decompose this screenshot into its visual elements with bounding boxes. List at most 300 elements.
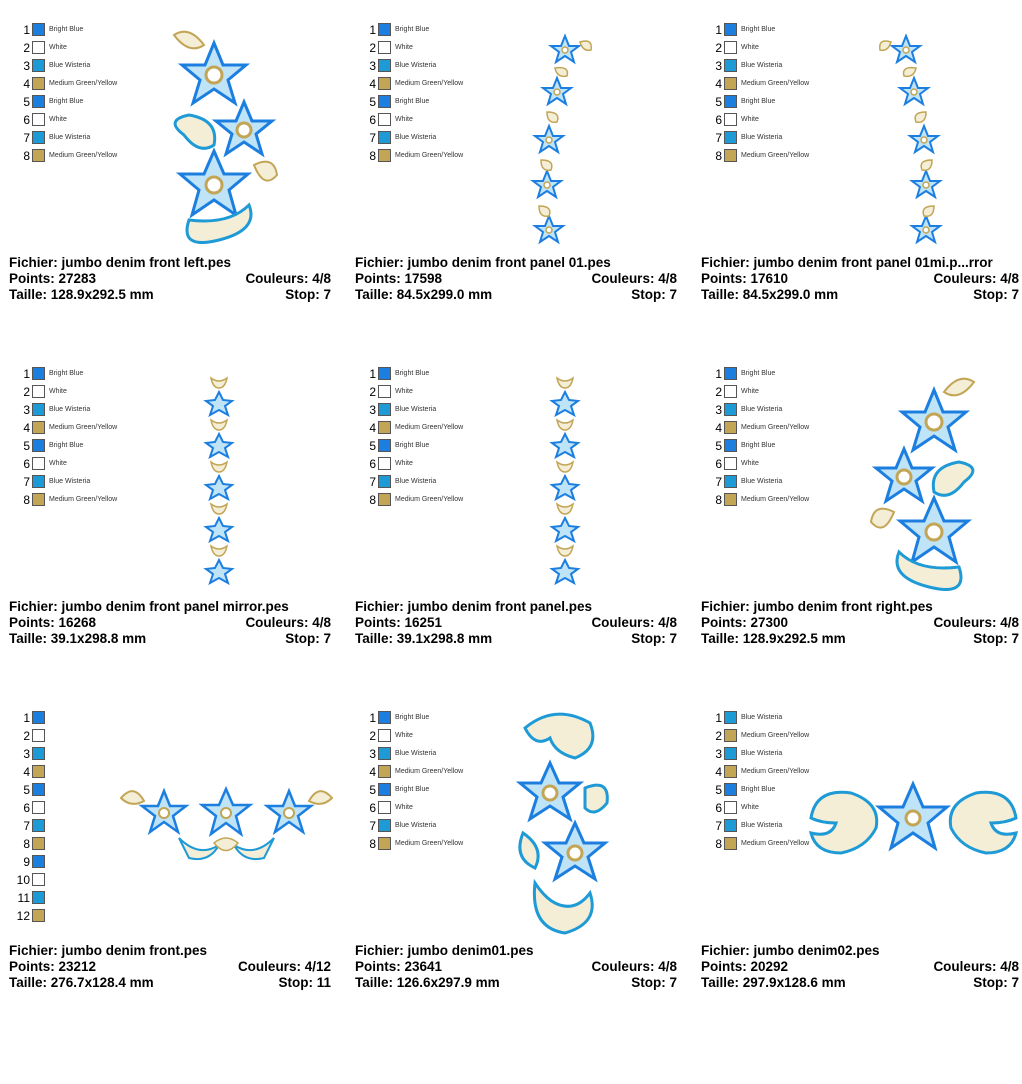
colors-label: Couleurs: — [591, 959, 655, 974]
thread-name: Bright Blue — [395, 98, 430, 105]
design-card — [355, 688, 685, 1018]
thread-name: White — [49, 44, 67, 51]
palette-number: 1 — [23, 23, 30, 37]
color-swatch — [724, 493, 737, 506]
thread-name: Medium Green/Yellow — [395, 152, 464, 159]
color-swatch — [378, 783, 391, 796]
flower — [552, 560, 578, 583]
palette-number: 7 — [715, 819, 722, 833]
design-info — [9, 255, 331, 303]
size-row — [701, 287, 1019, 303]
color-swatch — [724, 421, 737, 434]
palette-row — [355, 366, 495, 384]
flower — [902, 390, 966, 450]
color-swatch — [32, 855, 45, 868]
palette-row — [701, 22, 841, 40]
palette-number: 5 — [23, 439, 30, 453]
points-label: Points: — [701, 959, 747, 974]
palette-number: 10 — [16, 873, 30, 887]
size-row — [9, 631, 331, 647]
thread-name: Blue Wisteria — [741, 406, 783, 413]
palette-number: 1 — [369, 367, 376, 381]
color-swatch — [32, 457, 45, 470]
scroll-leaf — [520, 714, 607, 933]
color-swatch — [32, 711, 45, 724]
thread-name: Blue Wisteria — [49, 62, 91, 69]
file-line — [355, 599, 677, 615]
thread-name: Bright Blue — [395, 786, 430, 793]
flower — [520, 763, 580, 819]
palette-row — [701, 130, 841, 148]
palette-number: 2 — [369, 729, 376, 743]
size-label: Taille: — [9, 631, 48, 646]
thread-name: White — [741, 44, 759, 51]
color-swatch — [378, 149, 391, 162]
color-swatch — [378, 131, 391, 144]
color-swatch — [378, 439, 391, 452]
colors-label: Couleurs: — [237, 959, 301, 974]
palette-number: 7 — [23, 131, 30, 145]
colors-label: Couleurs: — [933, 959, 997, 974]
thread-name: White — [49, 388, 67, 395]
design-info — [701, 255, 1019, 303]
palette-number: 6 — [23, 801, 30, 815]
palette-number: 5 — [715, 439, 722, 453]
colors-label: Couleurs: — [933, 615, 997, 630]
palette-row — [355, 402, 495, 420]
palette-row — [9, 728, 149, 746]
stop-label: Stop: — [973, 631, 1008, 646]
scroll-leaf — [933, 462, 973, 495]
flower — [533, 171, 561, 197]
color-swatch — [378, 367, 391, 380]
size-value: 126.6x297.9 mm — [396, 975, 500, 990]
palette-row — [9, 22, 149, 40]
palette-row — [701, 148, 841, 166]
color-swatch — [378, 801, 391, 814]
thread-name: Bright Blue — [741, 98, 776, 105]
flower — [892, 36, 920, 62]
color-swatch — [32, 59, 45, 72]
file-label: Fichier: — [355, 943, 404, 958]
points-row — [355, 271, 677, 287]
palette-number: 4 — [715, 421, 722, 435]
colors-value: 4/8 — [658, 959, 677, 974]
thread-name: Bright Blue — [49, 370, 84, 377]
file-name: jumbo denim front panel 01mi.p...rror — [753, 255, 993, 270]
design-info — [9, 943, 331, 991]
thread-name: Bright Blue — [395, 714, 430, 721]
color-swatch — [724, 819, 737, 832]
palette-number: 6 — [23, 457, 30, 471]
points-label: Points: — [9, 615, 55, 630]
design-card — [355, 0, 685, 330]
color-swatch — [32, 95, 45, 108]
color-swatch — [724, 385, 737, 398]
palette-number: 2 — [715, 385, 722, 399]
palette-number: 8 — [23, 837, 30, 851]
file-name: jumbo denim02.pes — [753, 943, 880, 958]
palette-number: 12 — [16, 909, 30, 923]
color-swatch — [378, 95, 391, 108]
stop-label: Stop: — [631, 975, 666, 990]
palette-row — [701, 384, 841, 402]
thread-name: White — [395, 460, 413, 467]
design-card — [355, 344, 685, 674]
color-swatch — [32, 41, 45, 54]
flower — [206, 434, 232, 457]
palette-number: 3 — [23, 59, 30, 73]
points-row — [701, 271, 1019, 287]
palette-number: 2 — [369, 41, 376, 55]
palette-row — [701, 94, 841, 112]
palette-row — [355, 22, 495, 40]
palette-number: 11 — [17, 891, 30, 905]
color-swatch — [724, 783, 737, 796]
flower — [182, 43, 246, 103]
thread-name: Blue Wisteria — [741, 478, 783, 485]
palette-number: 4 — [369, 421, 376, 435]
palette-row — [701, 76, 841, 94]
palette-number: 4 — [23, 421, 30, 435]
points-row — [9, 271, 331, 287]
palette-number: 5 — [23, 95, 30, 109]
palette-number: 2 — [23, 41, 30, 55]
thread-name: Blue Wisteria — [741, 714, 783, 721]
palette-number: 2 — [23, 729, 30, 743]
size-value: 128.9x292.5 mm — [50, 287, 154, 302]
file-name: jumbo denim front left.pes — [61, 255, 232, 270]
colors-value: 4/8 — [312, 615, 331, 630]
flower — [202, 789, 250, 834]
thread-name: Medium Green/Yellow — [741, 496, 810, 503]
palette-number: 2 — [369, 385, 376, 399]
palette-row — [9, 366, 149, 384]
color-swatch — [32, 729, 45, 742]
palette-row — [701, 420, 841, 438]
thread-name: Medium Green/Yellow — [49, 496, 118, 503]
color-swatch — [724, 113, 737, 126]
embroidery-preview — [119, 773, 334, 868]
palette-number: 3 — [715, 747, 722, 761]
flower — [552, 518, 578, 541]
stop-value: 7 — [669, 287, 677, 302]
flower — [900, 78, 928, 104]
palette-number: 5 — [369, 439, 376, 453]
palette-number: 8 — [715, 837, 722, 851]
file-name: jumbo denim front panel 01.pes — [407, 255, 611, 270]
color-swatch — [724, 77, 737, 90]
flower — [545, 823, 605, 879]
color-swatch — [378, 457, 391, 470]
points-label: Points: — [355, 271, 401, 286]
stop-value: 7 — [323, 631, 331, 646]
palette-number: 4 — [715, 77, 722, 91]
color-swatch — [378, 765, 391, 778]
color-swatch — [378, 711, 391, 724]
palette-number: 7 — [23, 819, 30, 833]
points-value: 27300 — [750, 615, 789, 630]
palette-number: 6 — [369, 457, 376, 471]
file-label: Fichier: — [701, 599, 750, 614]
palette-row — [9, 58, 149, 76]
design-card — [701, 0, 1022, 330]
palette-number: 4 — [369, 765, 376, 779]
thread-name: Blue Wisteria — [741, 822, 783, 829]
thread-name: White — [395, 804, 413, 811]
palette-row — [355, 456, 495, 474]
palette-row — [701, 58, 841, 76]
palette-number: 1 — [715, 711, 722, 725]
design-card — [701, 688, 1022, 1018]
thread-name: Blue Wisteria — [395, 134, 437, 141]
stop-label: Stop: — [278, 975, 313, 990]
color-swatch — [32, 891, 45, 904]
palette-number: 8 — [23, 149, 30, 163]
palette-row — [355, 94, 495, 112]
size-value: 128.9x292.5 mm — [742, 631, 846, 646]
leaf — [871, 509, 894, 528]
size-row — [9, 287, 331, 303]
color-swatch — [724, 367, 737, 380]
file-name: jumbo denim front panel mirror.pes — [61, 599, 289, 614]
flower — [216, 102, 272, 154]
size-label: Taille: — [701, 631, 740, 646]
palette-row — [9, 384, 149, 402]
design-info — [355, 255, 677, 303]
palette-row — [9, 112, 149, 130]
palette-row — [701, 492, 841, 510]
file-line — [355, 943, 677, 959]
size-row — [701, 631, 1019, 647]
design-info — [9, 599, 331, 647]
colors-value: 4/8 — [312, 271, 331, 286]
points-value: 23641 — [404, 959, 443, 974]
thread-name: Bright Blue — [741, 26, 776, 33]
palette-number: 6 — [23, 113, 30, 127]
palette-row — [355, 836, 495, 854]
palette-row — [9, 402, 149, 420]
size-label: Taille: — [355, 631, 394, 646]
colors-label: Couleurs: — [591, 615, 655, 630]
design-card — [701, 344, 1022, 674]
color-swatch — [378, 493, 391, 506]
file-line — [355, 255, 677, 271]
flower — [267, 791, 311, 832]
size-label: Taille: — [701, 287, 740, 302]
thread-name: White — [49, 460, 67, 467]
palette-number: 6 — [369, 113, 376, 127]
points-row — [701, 959, 1019, 975]
palette-row — [701, 402, 841, 420]
thread-name: Bright Blue — [741, 786, 776, 793]
palette-row — [355, 710, 495, 728]
thread-name: White — [395, 388, 413, 395]
flower — [876, 449, 932, 501]
color-swatch — [378, 59, 391, 72]
embroidery-preview — [545, 374, 585, 594]
colors-value: 4/8 — [1000, 271, 1019, 286]
color-swatch — [32, 149, 45, 162]
palette-number: 4 — [23, 765, 30, 779]
palette-number: 4 — [715, 765, 722, 779]
file-name: jumbo denim front.pes — [61, 943, 208, 958]
color-swatch — [724, 765, 737, 778]
color-swatch — [724, 711, 737, 724]
thread-name: White — [395, 116, 413, 123]
color-swatch — [724, 41, 737, 54]
flower — [535, 126, 563, 152]
file-line — [9, 255, 331, 271]
size-row — [355, 287, 677, 303]
palette-number: 4 — [369, 77, 376, 91]
file-line — [9, 943, 331, 959]
size-value: 297.9x128.6 mm — [742, 975, 846, 990]
thread-name: White — [395, 44, 413, 51]
palette-number: 7 — [715, 131, 722, 145]
color-swatch — [378, 475, 391, 488]
color-swatch — [378, 421, 391, 434]
color-swatch — [724, 439, 737, 452]
color-swatch — [724, 457, 737, 470]
palette-number: 3 — [23, 747, 30, 761]
palette-number: 3 — [23, 403, 30, 417]
points-row — [355, 615, 677, 631]
color-swatch — [378, 113, 391, 126]
points-label: Points: — [9, 271, 55, 286]
palette-number: 1 — [715, 23, 722, 37]
flower — [543, 78, 571, 104]
color-swatch — [724, 801, 737, 814]
color-swatch — [32, 765, 45, 778]
color-swatch — [32, 747, 45, 760]
color-swatch — [724, 747, 737, 760]
palette-number: 5 — [369, 783, 376, 797]
flower — [552, 476, 578, 499]
size-label: Taille: — [9, 975, 48, 990]
color-swatch — [378, 403, 391, 416]
embroidery-preview — [159, 25, 289, 250]
points-label: Points: — [9, 959, 55, 974]
points-value: 23212 — [58, 959, 97, 974]
leaf — [944, 379, 974, 396]
color-swatch — [378, 729, 391, 742]
palette-row — [355, 148, 495, 166]
size-label: Taille: — [355, 975, 394, 990]
color-swatch — [724, 149, 737, 162]
palette-number: 3 — [369, 747, 376, 761]
palette-row — [701, 40, 841, 58]
color-swatch — [724, 23, 737, 36]
palette-row — [701, 710, 841, 728]
palette-row — [701, 438, 841, 456]
stop-value: 7 — [323, 287, 331, 302]
palette-row — [9, 94, 149, 112]
thread-name: Medium Green/Yellow — [395, 840, 464, 847]
flower — [879, 784, 947, 848]
points-value: 17610 — [750, 271, 789, 286]
thread-name: White — [49, 116, 67, 123]
thread-name: Medium Green/Yellow — [49, 424, 118, 431]
thread-name: Medium Green/Yellow — [741, 840, 810, 847]
size-value: 84.5x299.0 mm — [396, 287, 493, 302]
size-row — [355, 631, 677, 647]
thread-name: Blue Wisteria — [741, 62, 783, 69]
palette-row — [355, 800, 495, 818]
palette-number: 3 — [715, 403, 722, 417]
file-line — [9, 599, 331, 615]
palette-row — [9, 130, 149, 148]
points-value: 27283 — [58, 271, 97, 286]
palette-row — [9, 908, 149, 926]
colors-label: Couleurs: — [591, 271, 655, 286]
color-swatch — [32, 77, 45, 90]
palette-row — [701, 728, 841, 746]
palette-number: 6 — [715, 457, 722, 471]
palette-row — [9, 492, 149, 510]
size-value: 39.1x298.8 mm — [396, 631, 493, 646]
thread-name: White — [395, 732, 413, 739]
stop-label: Stop: — [631, 287, 666, 302]
palette-number: 5 — [23, 783, 30, 797]
size-label: Taille: — [701, 975, 740, 990]
color-swatch — [724, 95, 737, 108]
palette-number: 1 — [715, 367, 722, 381]
palette-row — [355, 76, 495, 94]
palette-row — [9, 40, 149, 58]
points-value: 17598 — [404, 271, 443, 286]
stop-value: 11 — [316, 975, 331, 990]
palette-row — [701, 746, 841, 764]
embroidery-preview — [525, 30, 605, 250]
palette-number: 5 — [715, 95, 722, 109]
flower — [142, 791, 186, 832]
file-line — [701, 599, 1019, 615]
palette-row — [701, 474, 841, 492]
color-swatch — [32, 801, 45, 814]
thread-name: Medium Green/Yellow — [741, 768, 810, 775]
thread-name: Medium Green/Yellow — [49, 80, 118, 87]
color-swatch — [32, 493, 45, 506]
palette-row — [355, 420, 495, 438]
color-swatch — [378, 747, 391, 760]
palette-row — [9, 420, 149, 438]
thread-name: Medium Green/Yellow — [49, 152, 118, 159]
palette-number: 1 — [23, 367, 30, 381]
thread-name: Bright Blue — [49, 98, 84, 105]
thread-name: Blue Wisteria — [49, 406, 91, 413]
file-label: Fichier: — [355, 255, 404, 270]
color-swatch — [724, 729, 737, 742]
points-value: 16251 — [404, 615, 443, 630]
flower — [206, 518, 232, 541]
palette-number: 4 — [23, 77, 30, 91]
file-label: Fichier: — [355, 599, 404, 614]
palette-number: 7 — [369, 131, 376, 145]
color-swatch — [378, 837, 391, 850]
thread-name: Medium Green/Yellow — [395, 768, 464, 775]
points-label: Points: — [701, 615, 747, 630]
color-swatch — [32, 421, 45, 434]
palette-row — [9, 438, 149, 456]
size-label: Taille: — [355, 287, 394, 302]
palette-row — [355, 728, 495, 746]
palette-number: 8 — [715, 149, 722, 163]
color-swatch — [32, 23, 45, 36]
palette-number: 7 — [369, 819, 376, 833]
palette-row — [355, 746, 495, 764]
color-swatch — [32, 367, 45, 380]
